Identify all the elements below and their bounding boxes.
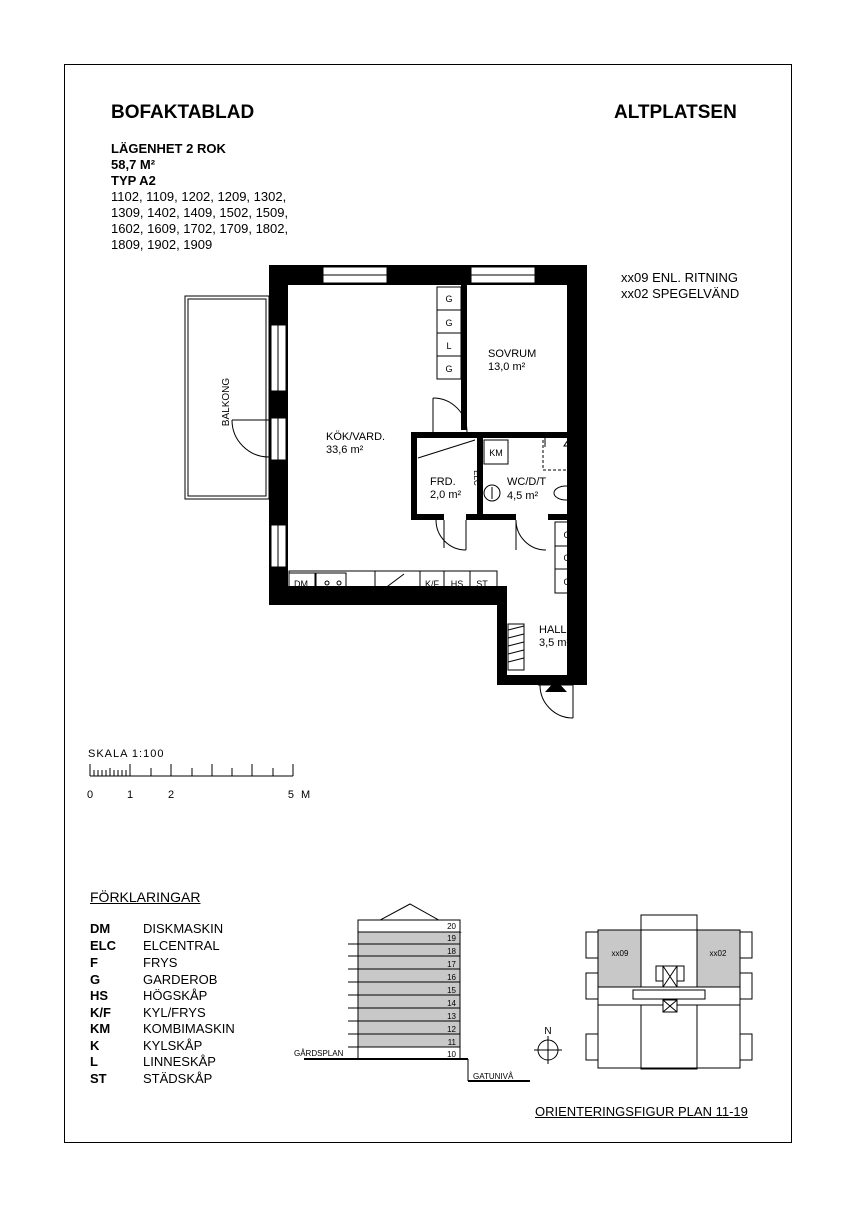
floor-number: 13 bbox=[447, 1012, 456, 1021]
room-area-hall: 3,5 m² bbox=[539, 637, 571, 649]
room-label-wc: WC/D/T bbox=[507, 476, 547, 488]
legend-description: KYLSKÅP bbox=[143, 1038, 203, 1053]
orientation-plan bbox=[586, 915, 752, 1069]
room-label-frd: FRD. bbox=[430, 476, 456, 488]
legend-code: KM bbox=[90, 1021, 111, 1036]
street-level-label: GATUNIVÅ bbox=[473, 1072, 514, 1081]
legend-code: K bbox=[90, 1038, 100, 1053]
legend-description: DISKMASKIN bbox=[143, 921, 224, 936]
floor-plan-walls bbox=[269, 265, 587, 685]
fridge-freezer-label: K/F bbox=[424, 579, 440, 589]
room-label-sovrum: SOVRUM bbox=[488, 348, 537, 360]
room-area-sovrum: 13,0 m² bbox=[488, 361, 526, 373]
wardrobe-label: G bbox=[445, 318, 453, 328]
legend-title: FÖRKLARINGAR bbox=[90, 889, 201, 905]
floor-number: 14 bbox=[447, 999, 456, 1008]
legend-code: ST bbox=[90, 1071, 107, 1086]
windows bbox=[271, 267, 535, 567]
legend-description: ELCENTRAL bbox=[143, 938, 220, 953]
project-title: ALTPLATSEN bbox=[614, 102, 737, 123]
unit-numbers-line: 1102, 1109, 1202, 1209, 1302, bbox=[111, 189, 287, 204]
legend-code: K/F bbox=[90, 1005, 111, 1020]
floor-number: 19 bbox=[447, 934, 456, 943]
north-arrow-icon bbox=[534, 1036, 562, 1064]
combi-machine-label: KM bbox=[489, 448, 503, 458]
storage-shelf bbox=[418, 440, 475, 458]
floor-number: 16 bbox=[447, 973, 456, 982]
orientation-caption: ORIENTERINGSFIGUR PLAN 11-19 bbox=[535, 1104, 748, 1119]
floor-number: 10 bbox=[447, 1050, 456, 1059]
wardrobe-label: G bbox=[563, 577, 571, 587]
note-mirrored: xx02 SPEGELVÄND bbox=[621, 286, 740, 301]
floor-number: 20 bbox=[447, 922, 456, 931]
legend-code: F bbox=[90, 955, 98, 970]
floor-number: 17 bbox=[447, 960, 456, 969]
dishwasher-label: DM bbox=[294, 579, 308, 589]
legend-code: HS bbox=[90, 988, 109, 1003]
legend-description: LINNESKÅP bbox=[143, 1054, 216, 1069]
room-label-hall: HALL bbox=[539, 624, 567, 636]
legend-description: STÄDSKÅP bbox=[143, 1071, 213, 1086]
scale-tick-label: 0 bbox=[86, 789, 94, 801]
tall-cabinet-label: HS bbox=[450, 579, 464, 589]
legend-description: GARDEROB bbox=[143, 972, 218, 987]
room-label-kok: KÖK/VARD. bbox=[326, 431, 386, 443]
legend-description: KOMBIMASKIN bbox=[143, 1021, 235, 1036]
legend-code: DM bbox=[90, 921, 111, 936]
scale-label: SKALA 1:100 bbox=[88, 748, 165, 760]
scale-tick-label: 2 bbox=[167, 789, 175, 801]
legend-code: L bbox=[90, 1054, 98, 1069]
wardrobe-label: G bbox=[563, 553, 571, 563]
apartment-name: LÄGENHET 2 ROK bbox=[111, 141, 226, 156]
hat-rack bbox=[508, 624, 524, 670]
floor-number: 11 bbox=[447, 1038, 456, 1047]
floor-number: 18 bbox=[447, 947, 456, 956]
room-label-balkong: BALKONG bbox=[221, 377, 232, 427]
legend-description: KYL/FRYS bbox=[143, 1005, 206, 1020]
document-title: BOFAKTABLAD bbox=[111, 102, 255, 123]
unit-numbers-line: 1602, 1609, 1702, 1709, 1802, bbox=[111, 221, 289, 236]
apartment-type: TYP A2 bbox=[111, 173, 156, 188]
scale-tick-label: 5 M bbox=[287, 789, 313, 801]
legend-code: ELC bbox=[90, 938, 116, 953]
electrical-panel-label: ELC bbox=[472, 470, 481, 486]
wardrobe-label: G bbox=[563, 530, 571, 540]
cleaning-cabinet-label: ST bbox=[476, 579, 488, 589]
wardrobe-label: G bbox=[445, 364, 453, 374]
room-area-frd: 2,0 m² bbox=[430, 489, 462, 501]
unit-marker-left: xx09 bbox=[611, 949, 629, 958]
unit-marker-right: xx02 bbox=[709, 949, 727, 958]
wardrobe-label: G bbox=[445, 294, 453, 304]
room-area-wc: 4,5 m² bbox=[507, 490, 539, 502]
legend-description: FRYS bbox=[143, 955, 178, 970]
linen-cabinet-label: L bbox=[446, 341, 452, 351]
scale-tick-label: 1 bbox=[126, 789, 134, 801]
floor-number: 12 bbox=[447, 1025, 456, 1034]
unit-numbers-line: 1809, 1902, 1909 bbox=[111, 237, 213, 252]
apartment-area: 58,7 M² bbox=[111, 157, 156, 172]
north-label: N bbox=[544, 1026, 552, 1037]
note-drawing: xx09 ENL. RITNING bbox=[621, 270, 739, 285]
courtyard-level-label: GÅRDSPLAN bbox=[294, 1049, 344, 1058]
room-area-kok: 33,6 m² bbox=[326, 444, 364, 456]
scale-bar bbox=[90, 764, 293, 776]
legend-code: G bbox=[90, 972, 101, 987]
unit-numbers-line: 1309, 1402, 1409, 1502, 1509, bbox=[111, 205, 289, 220]
legend-description: HÖGSKÅP bbox=[143, 988, 208, 1003]
floor-number: 15 bbox=[447, 986, 456, 995]
